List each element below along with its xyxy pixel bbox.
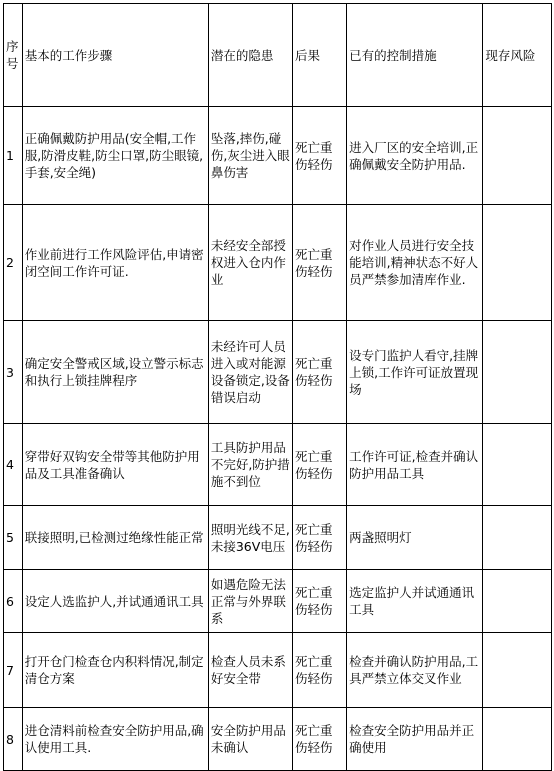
cell-residual [483,205,552,321]
cell-result: 死亡重伤轻伤 [293,570,347,633]
cell-control: 选定监护人并试通通讯工具 [347,570,483,633]
cell-hazard: 检查人员未系好安全带 [208,633,292,708]
cell-control: 工作许可证,检查并确认防护用品工具 [347,424,483,506]
cell-step: 联接照明,已检测过绝缘性能正常 [22,506,208,570]
table-row [4,708,552,771]
cell-control: 对作业人员进行安全技能培训,精神状态不好人员严禁参加清库作业. [347,205,483,321]
cell-no: 7 [4,633,23,708]
header-result: 后果 [293,4,347,107]
cell-control: 检查安全防护用品并正确使用 [347,708,483,771]
table-row [4,506,552,570]
cell-no: 1 [4,107,23,205]
cell-hazard: 未经安全部授权进入仓内作业 [208,205,292,321]
cell-result: 死亡重伤轻伤 [293,506,347,570]
table-row [4,570,552,633]
cell-residual [483,321,552,424]
cell-step: 穿带好双钩安全带等其他防护用品及工具准备确认 [22,424,208,506]
cell-hazard: 安全防护用品未确认 [208,708,292,771]
cell-result: 死亡重伤轻伤 [293,107,347,205]
cell-no: 3 [4,321,23,424]
cell-no: 5 [4,506,23,570]
cell-residual [483,708,552,771]
cell-step: 打开仓门检查仓内积料情况,制定清仓方案 [22,633,208,708]
table-row [4,321,552,424]
cell-result: 死亡重伤轻伤 [293,633,347,708]
cell-no: 2 [4,205,23,321]
cell-control: 进入厂区的安全培训,正确佩戴安全防护用品. [347,107,483,205]
cell-control: 设专门监护人看守,挂牌上锁,工作许可证放置现场 [347,321,483,424]
cell-no: 4 [4,424,23,506]
cell-step: 确定安全警戒区域,设立警示标志和执行上锁挂牌程序 [22,321,208,424]
cell-residual [483,506,552,570]
cell-step: 设定人选监护人,并试通通讯工具 [22,570,208,633]
header-no: 序号 [4,4,23,107]
cell-result: 死亡重伤轻伤 [293,321,347,424]
cell-residual [483,570,552,633]
table-row [4,107,552,205]
table-row [4,424,552,506]
cell-hazard: 工具防护用品不完好,防护措施不到位 [208,424,292,506]
cell-step: 进仓清料前检查安全防护用品,确认使用工具. [22,708,208,771]
cell-control: 检查并确认防护用品,工具严禁立体交叉作业 [347,633,483,708]
table-row [4,205,552,321]
cell-step: 正确佩戴防护用品(安全帽,工作服,防滑皮鞋,防尘口罩,防尘眼镜,手套,安全绳) [22,107,208,205]
cell-result: 死亡重伤轻伤 [293,424,347,506]
cell-result: 死亡重伤轻伤 [293,205,347,321]
cell-control: 两盏照明灯 [347,506,483,570]
cell-no: 6 [4,570,23,633]
cell-step: 作业前进行工作风险评估,申请密闭空间工作许可证. [22,205,208,321]
cell-hazard: 未经许可人员进入或对能源设备锁定,设备错误启动 [208,321,292,424]
cell-residual [483,424,552,506]
header-step: 基本的工作步骤 [22,4,208,107]
header-control: 已有的控制措施 [347,4,483,107]
cell-result: 死亡重伤轻伤 [293,708,347,771]
cell-hazard: 照明光线不足,未接36V电压 [208,506,292,570]
cell-no: 8 [4,708,23,771]
cell-residual [483,107,552,205]
header-row [4,4,552,107]
table-row [4,633,552,708]
header-residual: 现存风险 [483,4,552,107]
cell-hazard: 如遇危险无法正常与外界联系 [208,570,292,633]
risk-assessment-table [3,3,552,771]
header-hazard: 潜在的隐患 [208,4,292,107]
cell-residual [483,633,552,708]
cell-hazard: 坠落,摔伤,碰伤,灰尘进入眼鼻伤害 [208,107,292,205]
